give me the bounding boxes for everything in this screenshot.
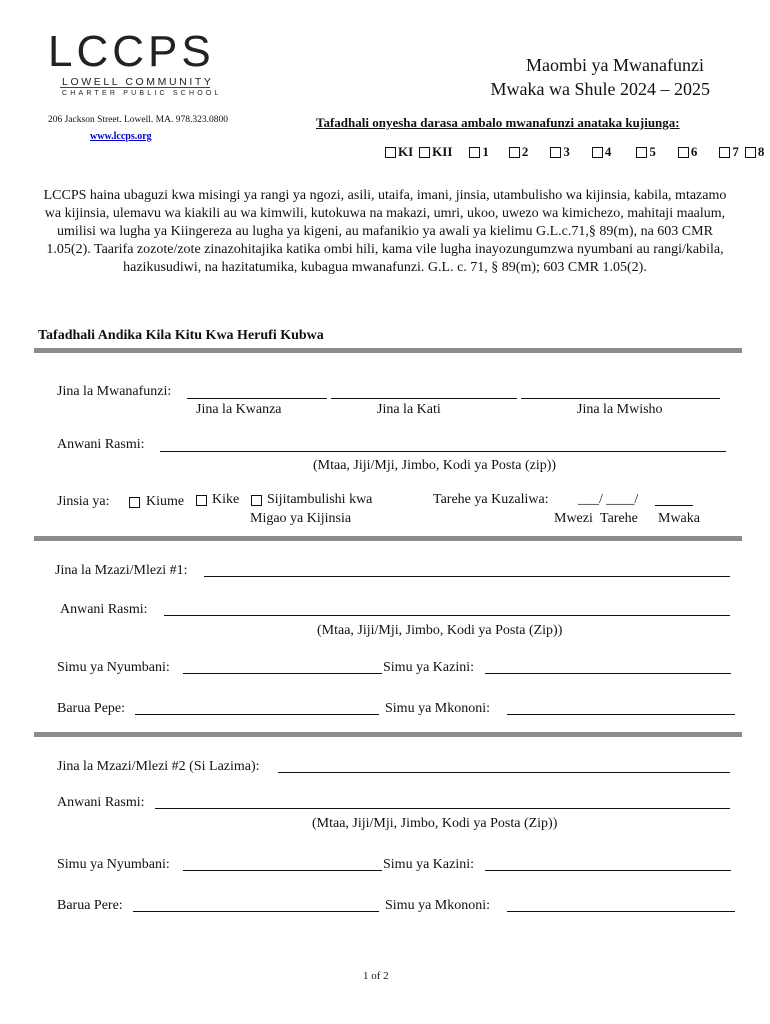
section-divider: [34, 536, 742, 541]
grade-option-3[interactable]: 3: [550, 144, 570, 160]
middle-name-field[interactable]: [331, 398, 517, 399]
student-address-field[interactable]: [160, 451, 726, 452]
gender-nonbinary-option[interactable]: Sijitambulishi kwa: [251, 492, 372, 508]
logo-line1: LOWELL COMMUNITY: [62, 76, 214, 88]
parent1-email-field[interactable]: [135, 714, 379, 715]
last-name-field[interactable]: [521, 398, 720, 399]
parent1-address-hint: (Mtaa, Jiji/Mji, Jimbo, Kodi ya Posta (Zip)): [317, 623, 563, 638]
parent1-home-phone-label: Simu ya Nyumbani:: [57, 660, 170, 675]
section-divider: [34, 348, 742, 353]
parent2-name-field[interactable]: [278, 772, 730, 773]
parent2-email-field[interactable]: [133, 911, 379, 912]
parent1-email-label: Barua Pepe:: [57, 701, 126, 716]
parent2-address-hint: (Mtaa, Jiji/Mji, Jimbo, Kodi ya Posta (Zip)): [312, 816, 558, 831]
form-title: Maombi ya Mwanafunzi: [526, 55, 704, 75]
student-address-label: Anwani Rasmi:: [57, 437, 145, 452]
grade-question: Tafadhali onyesha darasa ambalo mwanafunzi anataka kujiunga:: [316, 115, 680, 130]
checkbox-icon[interactable]: [636, 147, 647, 158]
checkbox-icon[interactable]: [385, 147, 396, 158]
dob-label: Tarehe ya Kuzaliwa:: [433, 492, 549, 507]
checkbox-icon[interactable]: [745, 147, 756, 158]
checkbox-icon[interactable]: [469, 147, 480, 158]
non-discrimination-notice: LCCPS haina ubaguzi kwa misingi ya rangi ya ngozi, asili, utaifa, imani, jinsia, utambulisho wa kijinsia, kabila, mtazamo wa kijinsia, ulemavu wa kiakili au wa kimwili, kutokuwa na makazi, umri, ukoo, uwezo wa kimichezo, mahitaji maalum, umilisi wa lugha ya Kiingereza au lugha ya kigeni, au mafanikio ya awali ya kielimu G.L.c.71,§ 89(m), na 603 CMR 1.05(2). Taarifa zozote/zote zinazohitajika katika ombi hili, kama vile lugha inayozungumzwa nyumbani au rangi/kabila, hazikusudiwi, na hazitatumika, kubagua mwanafunzi. G.L. c. 71, § 89(m); 603 CMR 1.05(2).: [43, 188, 727, 275]
dob-month-hint: Mwezi: [554, 511, 593, 526]
gender-nonbinary-line2: Migao ya Kijinsia: [250, 511, 352, 526]
parent1-name-label: Jina la Mzazi/Mlezi #1:: [55, 563, 188, 578]
student-address-hint: (Mtaa, Jiji/Mji, Jimbo, Kodi ya Posta (zip)): [313, 458, 557, 473]
parent1-mobile-label: Simu ya Mkononi:: [385, 701, 491, 716]
first-name-field[interactable]: [187, 398, 327, 399]
parent1-address-field[interactable]: [164, 615, 730, 616]
grade-option-6[interactable]: 6: [678, 144, 698, 160]
middle-name-hint: Jina la Kati: [377, 402, 441, 417]
first-name-hint: Jina la Kwanza: [196, 402, 282, 417]
parent1-work-phone-label: Simu ya Kazini:: [383, 660, 474, 675]
checkbox-icon[interactable]: [419, 147, 430, 158]
checkbox-icon[interactable]: [509, 147, 520, 158]
grade-option-8[interactable]: 8: [745, 144, 765, 160]
grade-option-2[interactable]: 2: [509, 144, 529, 160]
parent2-work-phone-label: Simu ya Kazini:: [383, 857, 474, 872]
checkbox-icon[interactable]: [196, 495, 207, 506]
dob-year-hint: Mwaka: [658, 511, 700, 526]
gender-label: Jinsia ya:: [57, 494, 110, 509]
parent2-home-phone-label: Simu ya Nyumbani:: [57, 857, 170, 872]
parent2-home-phone-field[interactable]: [183, 870, 382, 871]
parent1-work-phone-field[interactable]: [485, 673, 731, 674]
parent2-mobile-field[interactable]: [507, 911, 735, 912]
gender-female-option[interactable]: Kike: [196, 492, 239, 508]
grade-option-ki[interactable]: KI: [385, 144, 413, 160]
gender-male-option[interactable]: Kiume: [129, 494, 184, 510]
parent1-mobile-field[interactable]: [507, 714, 735, 715]
grade-option-1[interactable]: 1: [469, 144, 489, 160]
parent2-address-label: Anwani Rasmi:: [57, 795, 145, 810]
parent1-home-phone-field[interactable]: [183, 673, 382, 674]
parent1-name-field[interactable]: [204, 576, 730, 577]
dob-month-day-field[interactable]: ___/ ____/: [578, 492, 639, 507]
grade-option-7[interactable]: 7: [719, 144, 739, 160]
school-website-link[interactable]: www.lccps.org: [90, 131, 152, 142]
checkbox-icon[interactable]: [251, 495, 262, 506]
dob-year-field[interactable]: [655, 505, 693, 506]
student-name-label: Jina la Mwanafunzi:: [57, 384, 172, 399]
grade-checkboxes: [385, 144, 764, 160]
page-number: 1 of 2: [363, 970, 389, 982]
checkbox-icon[interactable]: [129, 497, 140, 508]
grade-option-4[interactable]: 4: [592, 144, 612, 160]
parent2-mobile-label: Simu ya Mkononi:: [385, 898, 491, 913]
last-name-hint: Jina la Mwisho: [577, 402, 663, 417]
parent2-name-label: Jina la Mzazi/Mlezi #2 (Si Lazima):: [57, 759, 260, 774]
logo-line2: CHARTER PUBLIC SCHOOL: [62, 90, 222, 97]
checkbox-icon[interactable]: [678, 147, 689, 158]
checkbox-icon[interactable]: [592, 147, 603, 158]
parent2-address-field[interactable]: [155, 808, 730, 809]
section-divider: [34, 732, 742, 737]
checkbox-icon[interactable]: [550, 147, 561, 158]
school-year: Mwaka wa Shule 2024 – 2025: [490, 79, 710, 99]
parent1-address-label: Anwani Rasmi:: [60, 602, 148, 617]
parent2-email-label: Barua Pere:: [57, 898, 123, 913]
school-logo: [48, 27, 222, 102]
parent2-work-phone-field[interactable]: [485, 870, 731, 871]
grade-option-kii[interactable]: KII: [419, 144, 452, 160]
logo-letters: LCCPS: [48, 27, 215, 76]
grade-option-5[interactable]: 5: [636, 144, 656, 160]
checkbox-icon[interactable]: [719, 147, 730, 158]
school-address: 206 Jackson Street. Lowell. MA. 978.323.0800: [48, 115, 228, 125]
dob-day-hint: Tarehe: [600, 511, 638, 526]
caps-instruction: Tafadhali Andika Kila Kitu Kwa Herufi Kubwa: [38, 328, 324, 343]
